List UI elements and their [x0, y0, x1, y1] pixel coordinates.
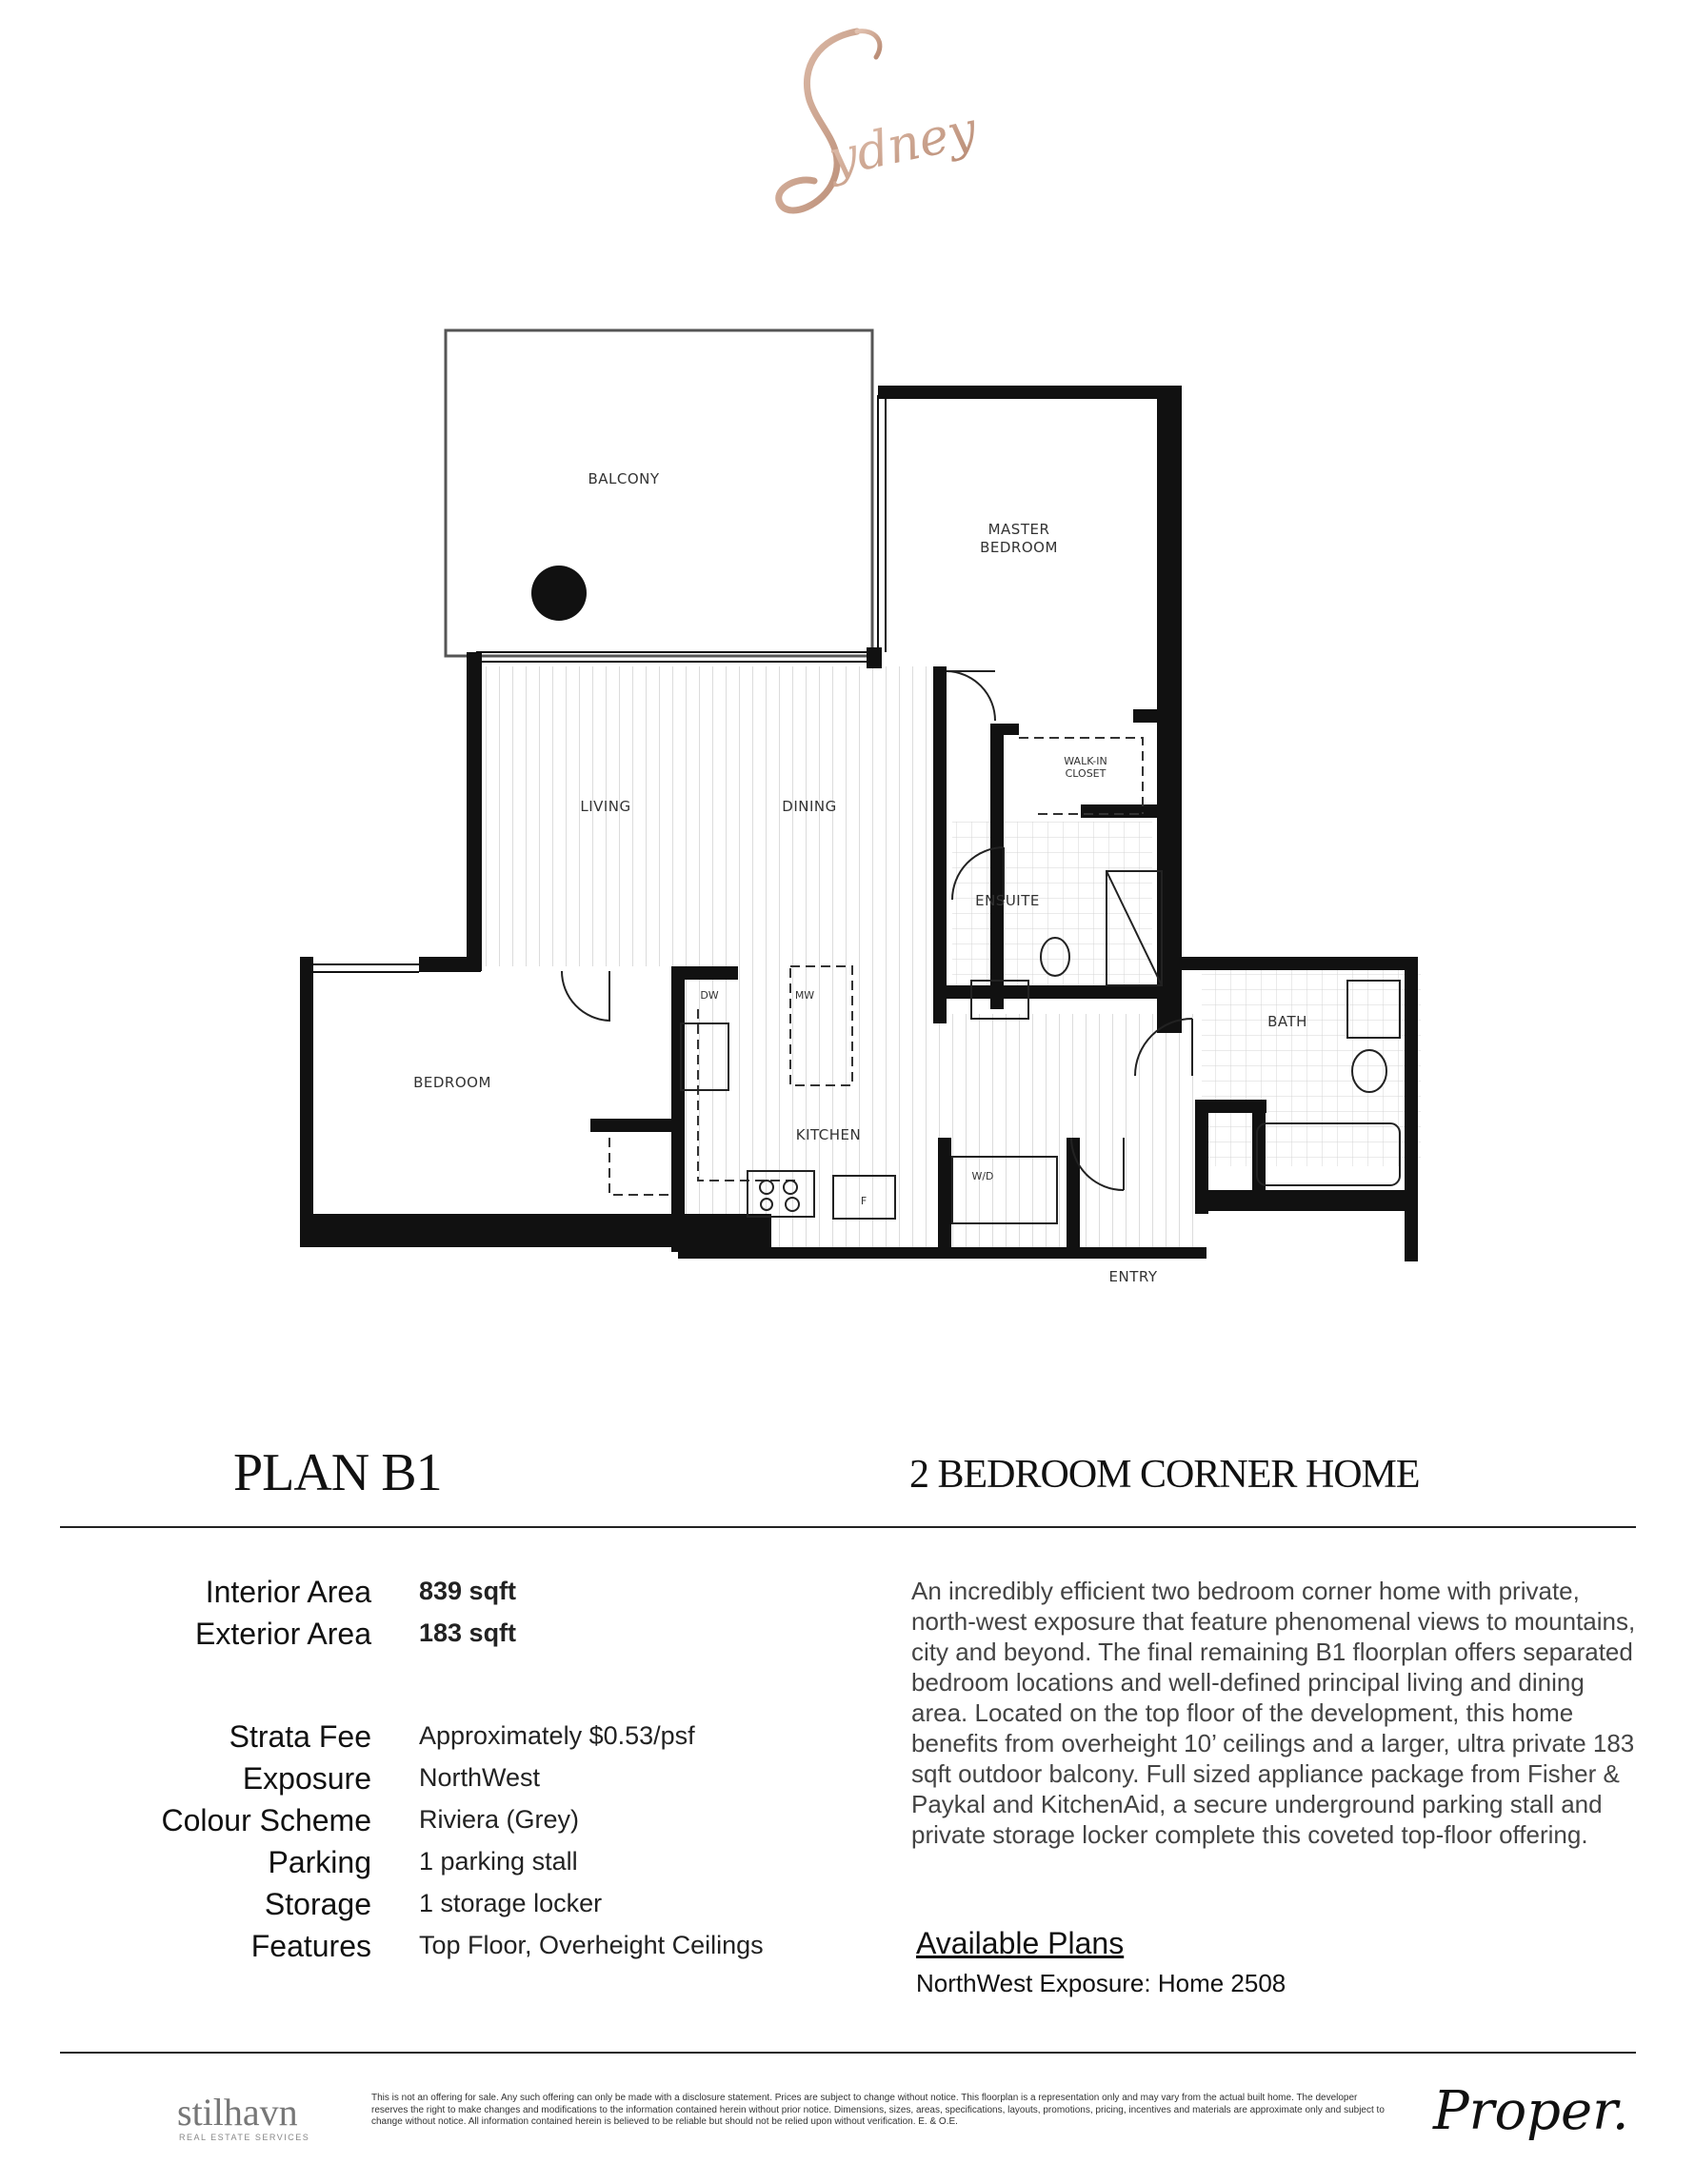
balcony-column [531, 566, 587, 621]
svg-text:F: F [860, 1195, 867, 1207]
detail-label: Exposure [242, 1761, 371, 1796]
label-balcony: BALCONY [588, 470, 660, 487]
detail-value: 839 sqft [419, 1577, 517, 1605]
detail-label: Interior Area [205, 1575, 371, 1609]
svg-text:BEDROOM: BEDROOM [980, 539, 1058, 556]
detail-label: Features [250, 1929, 371, 1963]
detail-value: 1 parking stall [419, 1847, 578, 1876]
detail-label: Exterior Area [195, 1617, 371, 1651]
detail-value: Top Floor, Overheight Ceilings [419, 1931, 764, 1959]
detail-label: Strata Fee [229, 1719, 371, 1754]
stilhavn-logo: stilhavn [177, 2091, 298, 2134]
svg-text:CLOSET: CLOSET [1065, 767, 1107, 780]
detail-value: Riviera (Grey) [419, 1805, 580, 1834]
available-plans-line: NorthWest Exposure: Home 2508 [916, 1969, 1286, 1997]
svg-text:KITCHEN: KITCHEN [795, 1126, 862, 1143]
floor-plan [286, 319, 1428, 1290]
detail-label: Colour Scheme [161, 1803, 371, 1837]
plan-subtitle: 2 BEDROOM CORNER HOME [909, 1453, 1420, 1497]
svg-text:BATH: BATH [1267, 1013, 1307, 1030]
sydney-logo [743, 14, 982, 238]
description: An incredibly efficient two bedroom corner home with private, north-west exposure that feature phenomenal views to mountains, city and beyond. The final remaining B1 floorplan offers separated bedroom locations and well-defined principal living and dining area. Located on the top floor of the development, this home benefits from overheight 10’ ceilings and a larger, ultra private 183 sqft outdoor balcony. Full sized appliance package from Fisher & Paykal and KitchenAid, a secure underground parking stall and private storage locker complete this coveted top-floor offering. [911, 1577, 1636, 1849]
proper-logo: Proper. [1433, 2080, 1629, 2142]
disclaimer: This is not an offering for sale. Any such offering can only be made with a disclosure statement. Prices are subject to change without notice. This floorplan is a representation only and may vary from the actual built home. The developer reserves the right to make changes and modifications to the information contained herein without prior notice. Dimensions, sizes, areas, specifications, layouts, promotions, pricing, incentives and materials are approximate only and subject to change without notice. All information contained herein is believed to be reliable but should not be relied upon without verification. E. & O.E. [371, 2093, 1385, 2127]
svg-text:WALK-IN: WALK-IN [1064, 755, 1107, 767]
svg-text:ydney: ydney [824, 101, 982, 189]
plan-title: PLAN B1 [233, 1443, 442, 1502]
detail-value: 183 sqft [419, 1618, 517, 1647]
detail-value: NorthWest [419, 1763, 541, 1792]
svg-text:DW: DW [700, 989, 719, 1002]
svg-text:DINING: DINING [782, 798, 837, 815]
balcony-outline [446, 330, 872, 656]
detail-label: Parking [268, 1845, 371, 1879]
svg-text:BEDROOM: BEDROOM [413, 1074, 491, 1091]
svg-text:W/D: W/D [971, 1170, 994, 1182]
svg-text:MASTER: MASTER [987, 521, 1050, 538]
svg-text:LIVING: LIVING [580, 798, 631, 815]
detail-value: 1 storage locker [419, 1889, 603, 1917]
available-plans-title: Available Plans [916, 1926, 1125, 1960]
svg-text:ENTRY: ENTRY [1108, 1268, 1158, 1285]
stilhavn-logo-sub: REAL ESTATE SERVICES [179, 2133, 310, 2142]
divider-bottom [60, 2052, 1636, 2054]
svg-text:MW: MW [794, 989, 815, 1002]
divider-top [60, 1526, 1636, 1528]
detail-value: Approximately $0.53/psf [419, 1721, 695, 1750]
svg-text:ENSUITE: ENSUITE [975, 892, 1040, 909]
detail-label: Storage [264, 1887, 371, 1921]
